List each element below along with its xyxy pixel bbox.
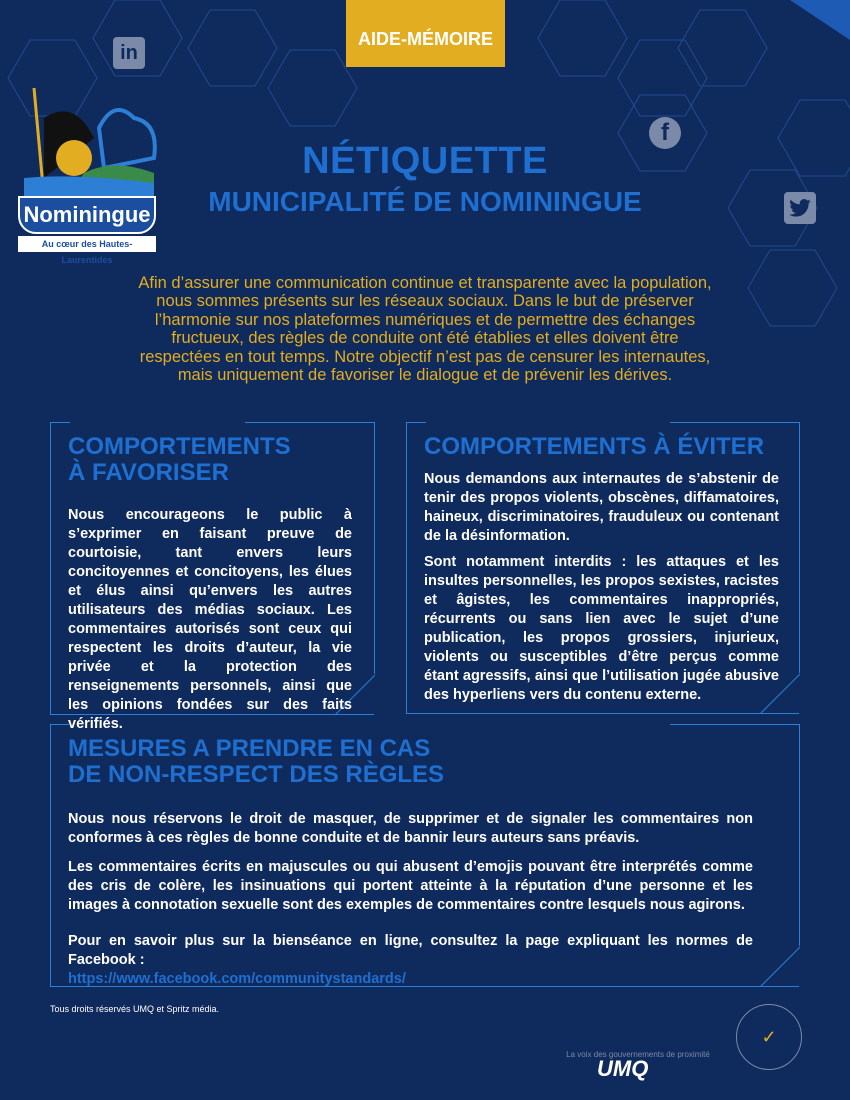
linkedin-icon[interactable]: in	[113, 37, 145, 69]
section-mesures	[50, 724, 799, 987]
umq-logo-block	[553, 1040, 723, 1080]
democracy-seal-icon: ✓	[736, 1004, 802, 1070]
umq-logo: UMQ	[597, 1056, 649, 1081]
section-mesures-body-3	[68, 932, 753, 989]
section-eviter-heading: COMPORTEMENTS À ÉVITER	[424, 433, 765, 460]
section-mesures-body-3-text: Pour en savoir plus sur la bienséance en ligne, consultez la page expliquant les normes de Facebook :	[68, 933, 753, 968]
umq-tagline: La voix des gouvernements de proximité	[566, 1050, 710, 1059]
facebook-icon[interactable]: f	[649, 117, 681, 149]
facebook-standards-link[interactable]: https://www.facebook.com/communitystandards/	[68, 971, 406, 987]
section-mesures-heading: MESURES A PRENDRE EN CAS DE NON-RESPECT DES RÈGLES	[68, 735, 445, 788]
section-mesures-body-1: Nous nous réservons le droit de masquer, de supprimer et de signaler les commentaires non conformes à ces règles de bonne conduite et de bannir leurs auteurs sans préavis.	[68, 811, 753, 846]
intro-paragraph: Afin d’assurer une communication continue et transparente avec la population, nous sommes présents sur les réseaux sociaux. Dans le but de préserver l’harmonie sur nos plateformes numériques et de permettre des échanges fructueux, des règles de conduite ont été établies et elles doivent être respectées en tout temps. Notre objectif n’est pas de censurer les internautes, mais uniquement de favoriser le dialogue et de prévenir les dérives.	[138, 274, 712, 385]
section-eviter	[406, 422, 799, 714]
section-eviter-body-1: Nous demandons aux internautes de s’abstenir de tenir des propos violents, obscènes, diffamatoires, haineux, discriminatoires, frauduleux ou contenant de la désinformation.	[424, 471, 779, 544]
section-favoriser-heading: COMPORTEMENTS À FAVORISER	[68, 433, 291, 486]
section-favoriser	[50, 422, 374, 732]
page-title: NÉTIQUETTE	[302, 140, 548, 182]
page-subtitle: MUNICIPALITÉ DE NOMININGUE	[208, 186, 642, 217]
aide-memoire-badge: AIDE-MÉMOIRE	[346, 0, 505, 67]
logo-banner: Nominingue	[18, 196, 156, 234]
logo-tagline: Au cœur des Hautes-Laurentides	[18, 236, 156, 252]
section-eviter-body-2: Sont notamment interdits : les attaques et les insultes personnelles, les propos sexistes, racistes et âgistes, les commentaires inappropriés, récurrents ou sans lien avec le sujet d’une publication, les propos grossiers, injurieux, violents ou susceptibles d’être perçus comme étant agressifs, ainsi que l’utilisation jugée abusive des hyperliens vers du contenu externe.	[424, 554, 779, 703]
corner-accent	[790, 0, 850, 40]
section-favoriser-body: Nous encourageons le public à s’exprimer en faisant preuve de courtoisie, tant envers leurs concitoyennes et concitoyens, les élues et élus ainsi qu’envers les autres utilisateurs des médias sociaux. Les commentaires autorisés sont ceux qui respectent les droits d’auteur, la vie privée et la protection des renseignements personnels, ainsi que les opinions fondées sur des faits vérifiés.	[68, 507, 352, 732]
section-mesures-body-2: Les commentaires écrits en majuscules ou qui abusent d’emojis pouvant être interprétés comme des cris de colère, les insinuations qui portent atteinte à la réputation d’une personne et les images à connotation sexuelle sont des exemples de commentaires contre lesquels nous agirons.	[68, 859, 753, 913]
copyright-text: Tous droits réservés UMQ et Spritz média.	[50, 1004, 220, 1014]
